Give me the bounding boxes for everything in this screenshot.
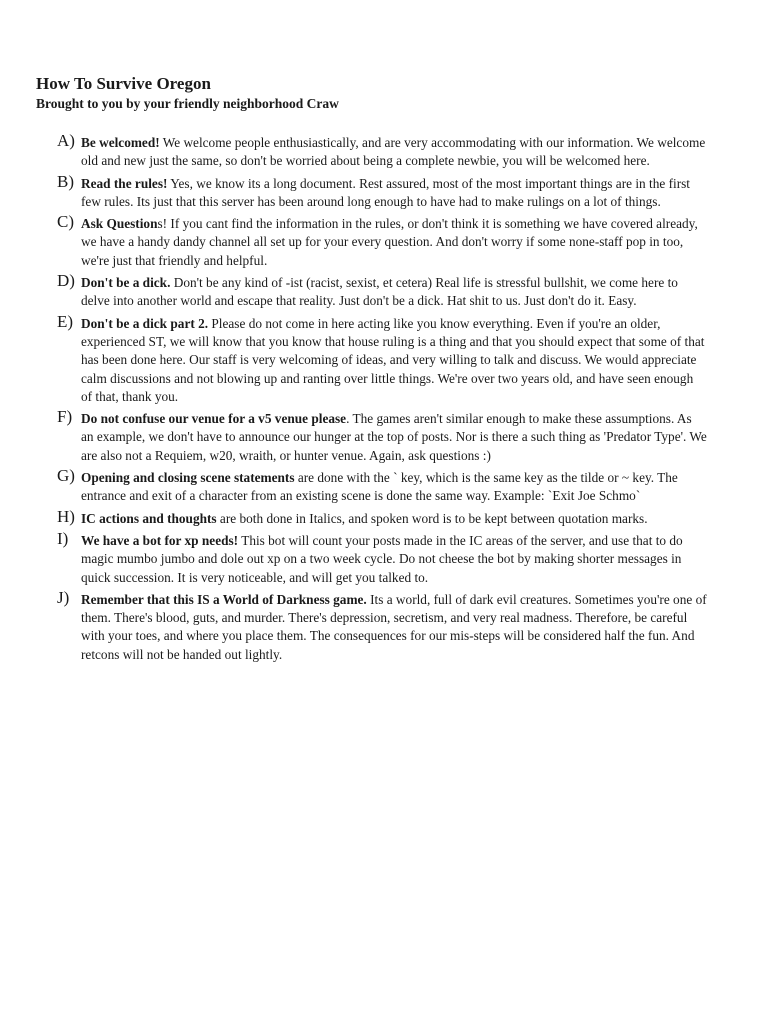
rule-text (81, 315, 707, 406)
rule-marker: I) (57, 528, 69, 548)
rule-b (57, 171, 707, 212)
rule-c (57, 212, 707, 270)
rule-body: Please do not come in here acting like you know everything. Even if you're an older, experienced ST, we will know that you know that house ruling is a thing and that you should expect that some of that has been done here. Our staff is very welcoming of ideas, and very willing to talk and discuss. We would appreciate calm discussions and not blowing up and ranting over little things. We're over two years old, and have seen enough of that, thank you. (81, 315, 705, 404)
rule-lead: Read the rules! (81, 175, 168, 191)
rule-marker: F) (57, 407, 73, 427)
rule-h (57, 506, 707, 528)
rule-text (81, 591, 707, 664)
rule-lead: Ask Question (81, 216, 158, 232)
document-title: How To Survive Oregon (36, 74, 211, 93)
rule-text (81, 469, 707, 506)
rule-lead: IC actions and thoughts (81, 510, 217, 526)
rule-text (81, 175, 707, 212)
rules-list (57, 131, 707, 668)
rule-body: are both done in Italics, and spoken word is to be kept between quotation marks. (216, 510, 648, 526)
rule-body: Yes, we know its a long document. Rest assured, most of the most important things are in the first few rules. Its just that this server has been around long enough to have had to make rulings on a lot of things. (81, 175, 691, 209)
rule-marker: H) (57, 506, 75, 526)
rule-text (81, 215, 707, 270)
rule-text (81, 410, 707, 465)
rule-lead: Do not confuse our venue for a v5 venue please (81, 411, 347, 427)
rule-lead: Don't be a dick. (81, 275, 171, 291)
rule-text (81, 532, 707, 587)
rule-text (81, 510, 707, 528)
rule-lead: We have a bot for xp needs! (81, 532, 239, 548)
rule-g (57, 466, 707, 506)
rule-marker: A) (57, 131, 75, 150)
rule-marker: B) (57, 171, 74, 191)
rule-body: We welcome people enthusiastically, and are very accommodating with our information. We welcome old and new just the same, so don't be worried about being a complete newbie, you will be welcomed here. (81, 135, 706, 169)
rule-lead: Don't be a dick part 2. (81, 315, 209, 331)
rule-d (57, 271, 707, 311)
rule-marker: J) (57, 587, 70, 607)
rule-text (81, 274, 707, 311)
rule-body: Don't be any kind of -ist (racist, sexist, et cetera) Real life is stressful bullshit, we come here to delve into another world and escape that reality. Just don't be a dick. Hat shit to us. Just don't do it. Easy. (81, 275, 678, 309)
document-subtitle: Brought to you by your friendly neighborhood Craw (36, 96, 339, 111)
rule-body: are done with the ` key, which is the same key as the tilde or ~ key. The entrance and exit of a character from an existing scene is done the same way. Example: `Exit Joe Schmo` (81, 470, 678, 504)
rule-body: s! If you cant find the information in the rules, or don't think it is something we have covered already, we have a handy dandy channel all set up for your every question. And don't worry if some none-staff pop in too, we're just that friendly and helpful. (81, 216, 698, 268)
rule-e (57, 311, 707, 406)
rule-a (57, 131, 707, 171)
rule-marker: G) (57, 466, 75, 486)
rule-body: This bot will count your posts made in the IC areas of the server, and use that to do magic mumbo jumbo and dole out xp on a two week cycle. Do not cheese the bot by making shorter messages in quick succession. It is very noticeable, and will get you talked to. (81, 532, 683, 585)
rule-marker: E) (57, 311, 74, 331)
rule-i (57, 528, 707, 587)
rule-lead: Be welcomed! (81, 135, 160, 150)
rule-f (57, 407, 707, 465)
rule-body: Its a world, full of dark evil creatures. Sometimes you're one of them. There's blood, guts, and murder. There's depression, secretism, and very real madness. Therefore, be careful with your toes, and where you place them. The consequences for our mis-steps will be considered half the fun. And retcons will not be handed out lightly. (81, 591, 707, 662)
rule-text (81, 134, 707, 171)
rule-marker: C) (57, 212, 74, 232)
rule-lead: Opening and closing scene statements (81, 470, 295, 486)
rule-j (57, 587, 707, 664)
rule-body: . The games aren't similar enough to make these assumptions. As an example, we don't have to announce our hunger at the top of posts. Nor is there a such thing as 'Predator Type'. We are also not a Requiem, w20, wraith, or hunter venue. Again, ask questions :) (81, 411, 707, 463)
rule-lead: Remember that this IS a World of Darkness game. (81, 591, 367, 607)
rule-marker: D) (57, 271, 75, 291)
